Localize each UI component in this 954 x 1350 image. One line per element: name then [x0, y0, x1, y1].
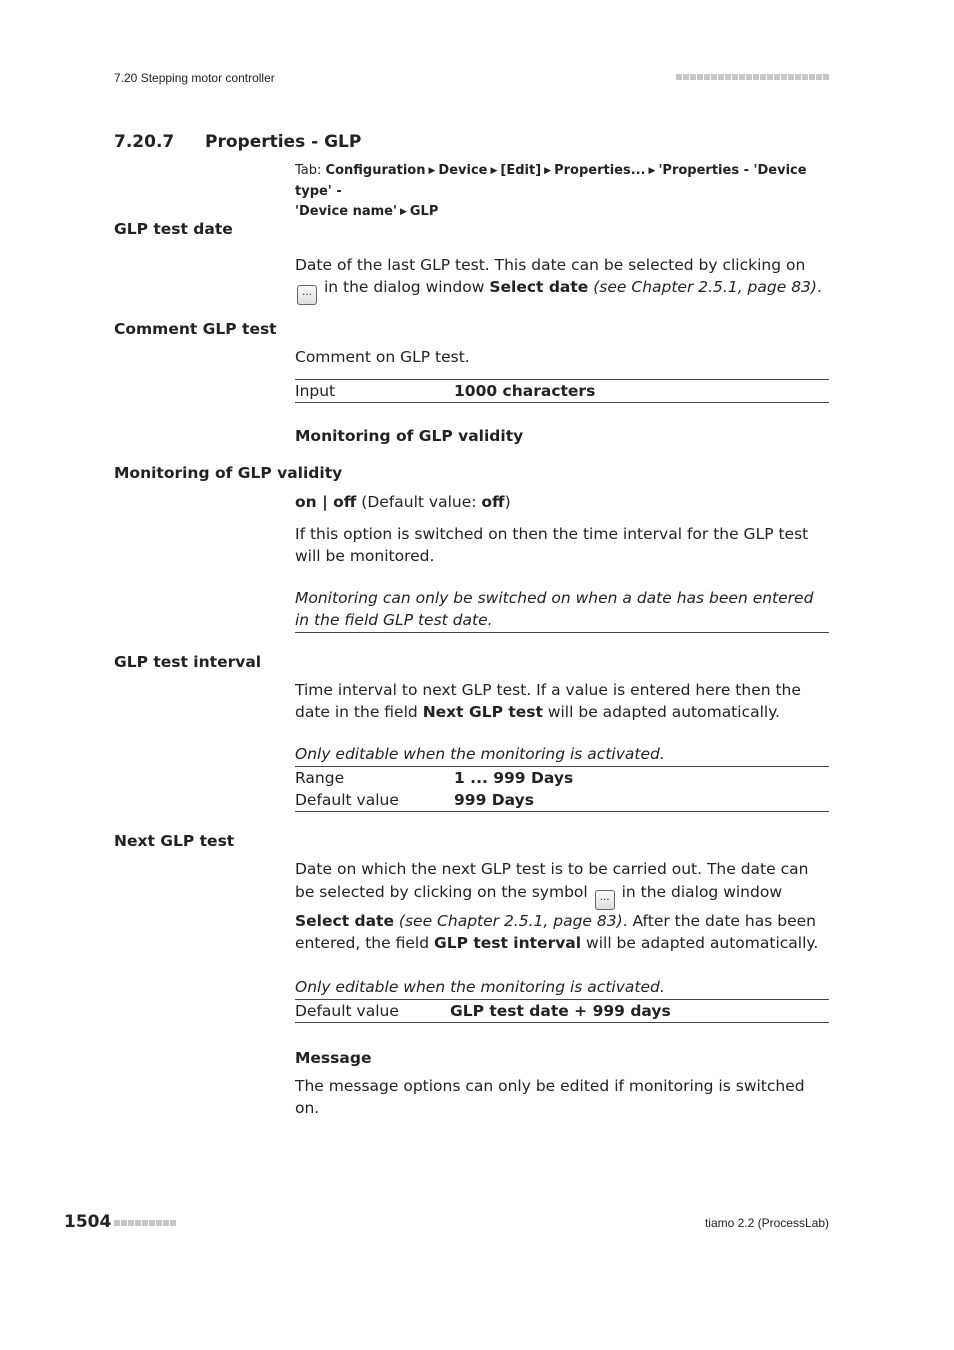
tab-path — [295, 161, 829, 223]
table-row — [295, 1000, 829, 1022]
table-value: GLP test date + 999 days — [450, 1002, 671, 1020]
divider — [295, 632, 829, 633]
glp-test-date-text: dialog window — [373, 278, 485, 296]
next-glp-test-heading: Next GLP test — [114, 832, 235, 850]
page-number: 1504 — [64, 1212, 112, 1232]
section-title: Properties - GLP — [205, 132, 362, 152]
interval-note — [295, 743, 829, 765]
sentence-end: . — [816, 278, 822, 296]
monitoring-subheading: Monitoring of GLP validity — [295, 427, 524, 445]
interval-text: will be adapted automatically. — [547, 703, 781, 721]
glp-test-date-heading: GLP test date — [114, 220, 233, 238]
interval-table — [295, 766, 829, 812]
triangle-right-icon: ▶ — [399, 207, 407, 217]
table-row — [295, 380, 829, 402]
comment-glp-test-heading: Comment GLP test — [114, 320, 277, 338]
option-separator: | — [316, 493, 334, 511]
table-row — [295, 789, 829, 811]
monitoring-heading: Monitoring of GLP validity — [114, 464, 343, 482]
tab-path-item: 'Device name' — [295, 204, 397, 219]
triangle-right-icon: ▶ — [544, 166, 552, 176]
table-key: Input — [295, 382, 336, 400]
default-suffix: ) — [504, 493, 511, 511]
next-test-text: . After the date has been entered, the field — [295, 911, 816, 952]
glp-test-date-text: in the — [323, 278, 369, 296]
triangle-right-icon: ▶ — [428, 166, 436, 176]
tab-path-item: 'Properties - 'Device type' - — [295, 163, 807, 199]
message-heading: Message — [295, 1049, 372, 1067]
next-glp-test-label: Next GLP test — [422, 703, 543, 721]
product-name: tiamo 2.2 (ProcessLab) — [704, 1216, 829, 1230]
default-prefix: (Default value: — [356, 493, 482, 511]
tab-path-item: [Edit] — [500, 163, 542, 178]
glp-test-date-text: Date of the last GLP test. This date can be selected by clicking on — [295, 256, 806, 274]
tab-path-item: Configuration — [325, 163, 426, 178]
triangle-right-icon: ▶ — [490, 166, 498, 176]
table-value: 1000 characters — [454, 382, 596, 400]
monitoring-options — [295, 491, 829, 513]
next-glp-test-description — [295, 858, 829, 955]
option-off: off — [333, 493, 357, 511]
table-value: 1 ... 999 Days — [454, 769, 574, 787]
comment-glp-test-description: Comment on GLP test. — [295, 348, 470, 366]
next-test-note-text: Only editable when the monitoring is activated. — [295, 978, 665, 996]
glp-test-date-description — [295, 254, 829, 305]
monitoring-note-text: Monitoring can only be switched on when a date has been entered in the field GLP test date. — [295, 589, 814, 629]
glp-test-interval-heading: GLP test interval — [114, 653, 262, 671]
glp-test-interval-label: GLP test interval — [433, 934, 582, 952]
select-date-label: Select date — [295, 911, 394, 930]
chapter-reference-link[interactable]: (see Chapter 2.5.1, page 83) — [398, 911, 623, 930]
ellipsis-button-icon: … — [595, 890, 615, 910]
table-key: Range — [295, 769, 345, 787]
table-row — [295, 767, 829, 789]
default-value: off — [481, 493, 505, 511]
triangle-right-icon: ▶ — [648, 166, 656, 176]
tab-path-label: Tab: — [295, 163, 322, 178]
section-number: 7.20.7 — [114, 132, 175, 152]
tab-path-item: GLP — [409, 204, 439, 219]
tab-path-item: Device — [438, 163, 488, 178]
next-test-text: Date on which the next GLP test is to be carried out. The date can be selected by clicking on the symbol — [295, 860, 809, 901]
ellipsis-button-icon: … — [297, 285, 317, 305]
interval-text: Time interval to next GLP test. If a value is entered here then the date in the field — [295, 681, 801, 721]
tab-path-item: Properties... — [554, 163, 646, 178]
glp-test-interval-description — [295, 679, 829, 723]
header-dots-decoration — [676, 74, 829, 80]
next-test-text: will be adapted automatically. — [586, 934, 819, 952]
message-description: The message options can only be edited if monitoring is switched on. — [295, 1077, 805, 1117]
comment-input-table — [295, 379, 829, 403]
chapter-reference-link[interactable]: (see Chapter 2.5.1, page 83) — [593, 278, 817, 296]
monitoring-note — [295, 587, 829, 631]
table-key: Default value — [295, 1002, 399, 1020]
option-on: on — [295, 493, 317, 511]
next-test-table — [295, 999, 829, 1023]
monitoring-description: If this option is switched on then the time interval for the GLP test will be monitored. — [295, 525, 809, 565]
running-header: 7.20 Stepping motor controller — [114, 71, 275, 85]
interval-note-text: Only editable when the monitoring is activated. — [295, 745, 665, 763]
table-value: 999 Days — [454, 791, 534, 809]
select-date-label: Select date — [489, 278, 589, 296]
table-key: Default value — [295, 791, 399, 809]
next-test-note — [295, 976, 829, 998]
footer-dots-decoration — [114, 1220, 176, 1226]
next-test-text: in the dialog window — [621, 882, 783, 901]
